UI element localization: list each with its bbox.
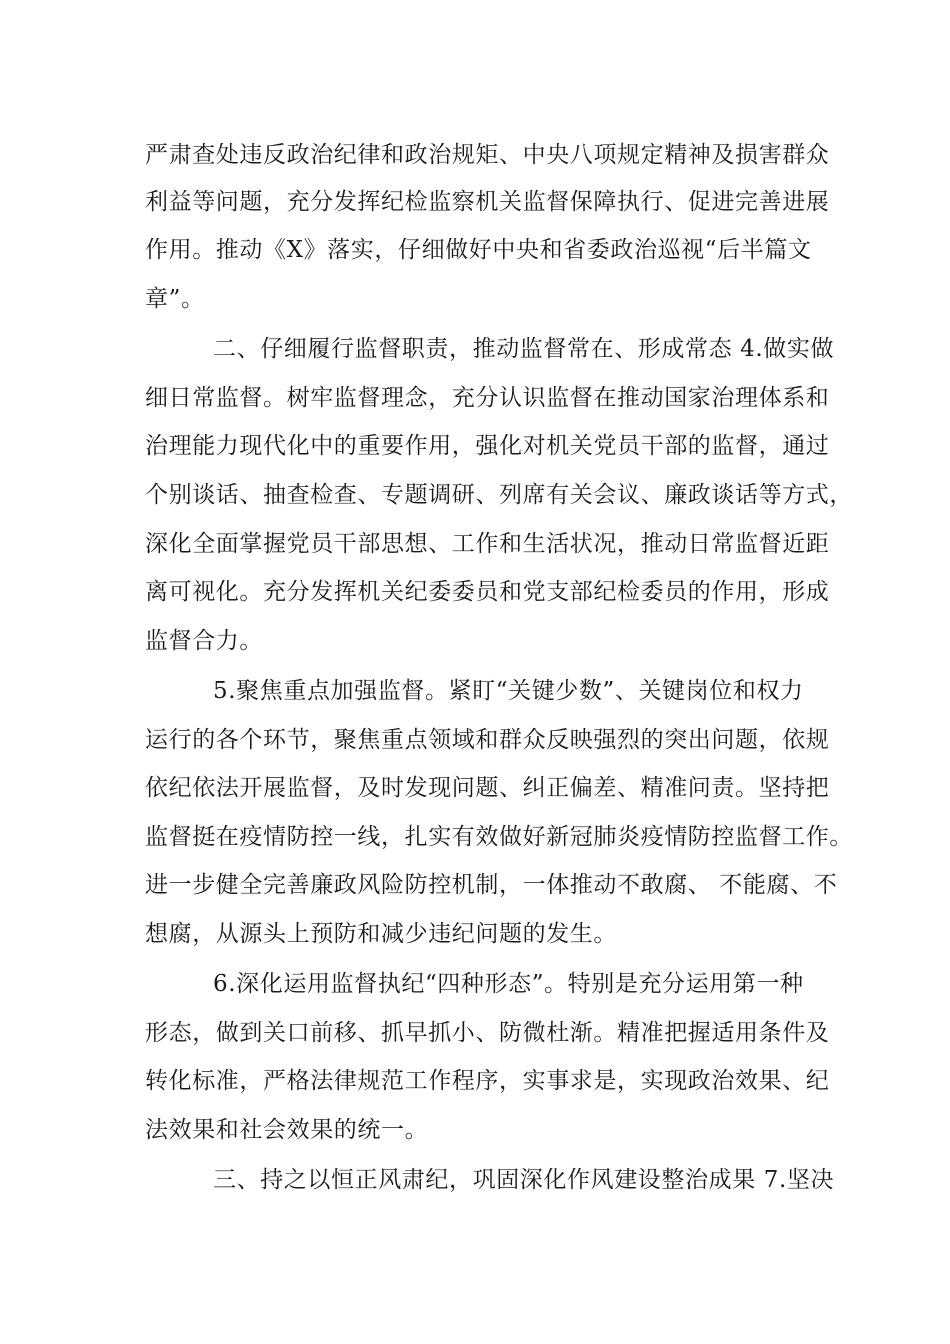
section-heading-line: 二、仔细履行监督职责，推动监督常在、形成常态 4.做实做 [213,336,835,362]
text-line: 进一步健全完善廉政风险防控机制，一体推动不敢腐、 不能腐、不 [145,872,838,898]
text-line: 个别谈话、抽查检查、专题调研、列席有关会议、廉政谈话等方式， [145,482,853,508]
text-line: 转化标准，严格法律规范工作程序，实事求是，实现政治效果、纪 [145,1068,830,1094]
text-line: 严肃查处违反政治纪律和政治规矩、中央八项规定精神及损害群众 [145,142,830,168]
text-line: 想腐，从源头上预防和减少违纪问题的发生。 [145,921,617,947]
text-line: 监督合力。 [145,628,263,654]
text-line: 离可视化。充分发挥机关纪委委员和党支部纪检委员的作用，形成 [145,579,830,605]
text-line: 依纪依法开展监督，及时发现问题、纠正偏差、精准问责。坚持把 [145,775,830,801]
paragraph-start-line: 5.聚焦重点加强监督。紧盯“关键少数”、关键岗位和权力 [213,678,804,704]
text-line: 细日常监督。树牢监督理念，充分认识监督在推动国家治理体系和 [145,385,830,411]
text-line: 利益等问题，充分发挥纪检监察机关监督保障执行、促进完善进展 [145,189,830,215]
text-line: 作用。推动《X》落实，仔细做好中央和省委政治巡视“后半篇文 [145,237,812,263]
text-line: 形态，做到关口前移、抓早抓小、防微杜渐。精准把握适用条件及 [145,1020,830,1046]
paragraph-start-line: 6.深化运用监督执纪“四种形态”。特别是充分运用第一种 [213,971,804,997]
text-line: 运行的各个环节，聚焦重点领域和群众反映强烈的突出问题，依规 [145,727,830,753]
text-line: 治理能力现代化中的重要作用，强化对机关党员干部的监督，通过 [145,433,830,459]
text-line: 深化全面掌握党员干部思想、工作和生活状况，推动日常监督近距 [145,531,830,557]
text-line: 法效果和社会效果的统一。 [145,1117,429,1143]
text-line: 章”。 [145,286,205,312]
text-line: 监督挺在疫情防控一线，扎实有效做好新冠肺炎疫情防控监督工作。 [145,824,853,850]
section-heading-line: 三、持之以恒正风肃纪，巩固深化作风建设整治成果 7.坚决 [213,1167,835,1193]
